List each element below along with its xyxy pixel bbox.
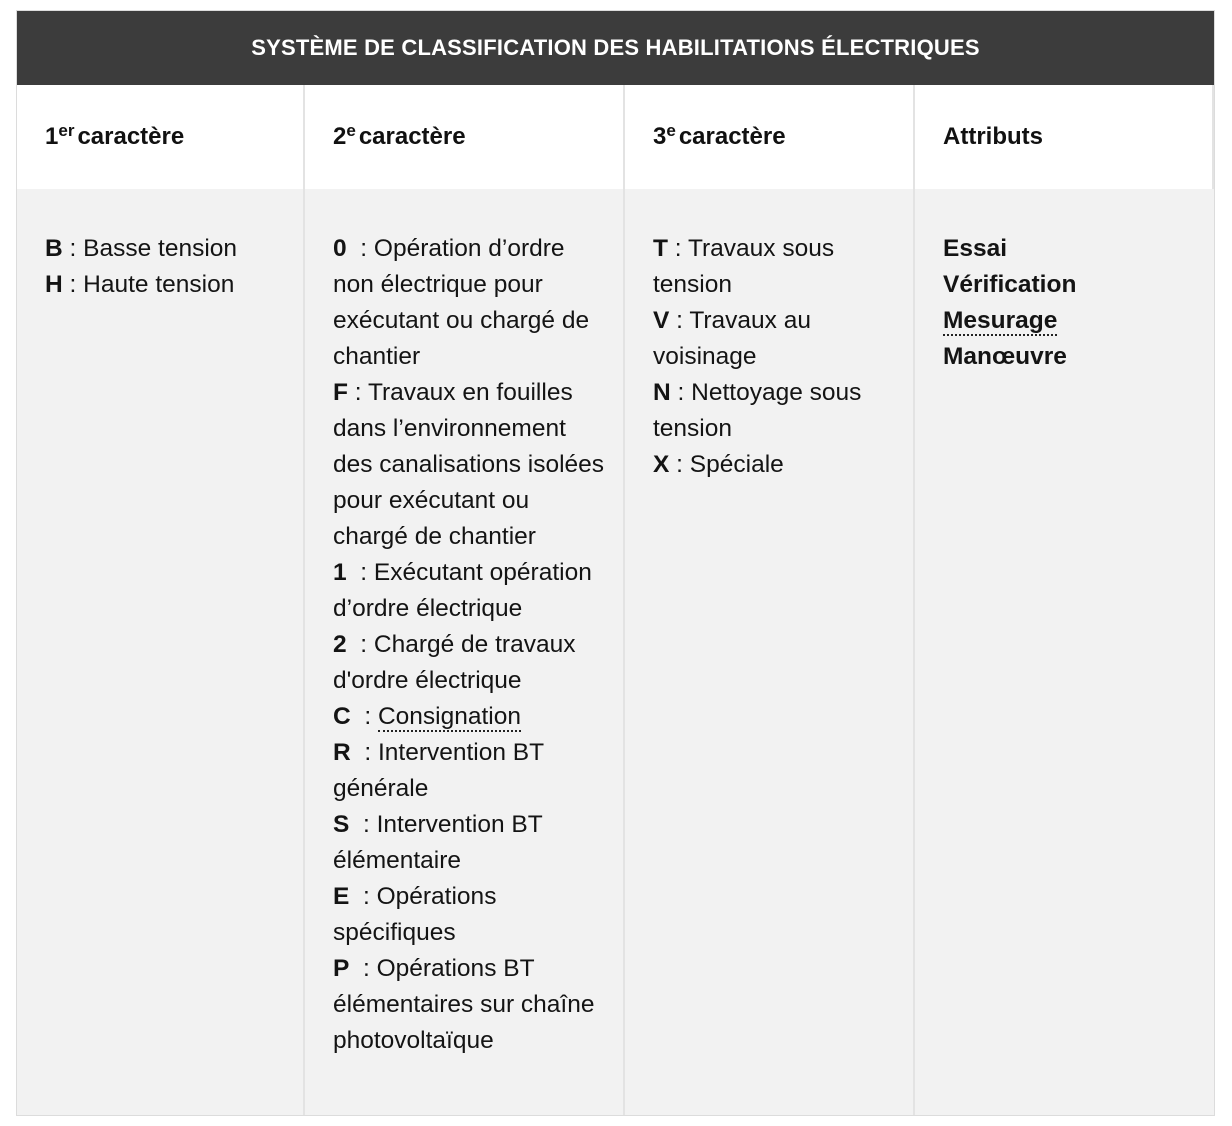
attribute-mesurage <box>943 303 1200 339</box>
cell-first-character <box>17 189 305 1115</box>
list-item <box>45 267 289 303</box>
code-description: Spéciale <box>689 451 784 478</box>
header-label: caractère <box>678 123 786 150</box>
header-label: Attributs <box>943 123 1043 150</box>
list-item <box>333 951 609 1059</box>
code-separator: : <box>354 379 362 406</box>
code-separator: : <box>360 559 368 586</box>
code-separator: : <box>676 307 683 334</box>
code-letter: S <box>333 811 350 838</box>
code-separator: : <box>677 379 685 406</box>
list-item <box>653 231 899 303</box>
header-second-character <box>305 85 625 189</box>
header-num: 2 <box>333 123 347 150</box>
list-item <box>333 879 609 951</box>
attribute-manoeuvre: Manœuvre <box>943 343 1067 370</box>
list-item <box>333 627 609 699</box>
code-letter: P <box>333 955 350 982</box>
code-description: Chargé de travaux d'ordre électrique <box>333 631 576 694</box>
code-letter: 1 <box>333 559 347 586</box>
code-separator: : <box>69 235 77 262</box>
list-item <box>333 807 609 879</box>
code-description: Intervention BT générale <box>333 739 544 802</box>
list-item <box>333 231 609 375</box>
code-letter: R <box>333 739 351 766</box>
code-letter: V <box>653 307 670 334</box>
code-letter: 2 <box>333 631 347 658</box>
list-item <box>653 447 899 483</box>
header-attributes <box>915 85 1214 189</box>
consignation-link[interactable]: Consignation <box>377 703 521 730</box>
header-sup: e <box>346 121 356 140</box>
code-letter: E <box>333 883 350 910</box>
header-label: caractère <box>77 123 185 150</box>
list-item <box>45 231 289 267</box>
code-description: Travaux au voisinage <box>653 307 811 370</box>
classification-table <box>16 10 1215 1116</box>
attribute-verification: Vérification <box>943 271 1077 298</box>
code-separator: : <box>360 631 368 658</box>
list-item <box>333 735 609 807</box>
table-grid <box>17 85 1214 1115</box>
code-separator: : <box>676 451 683 478</box>
code-separator: : <box>69 271 77 298</box>
code-description: Basse tension <box>83 235 238 262</box>
code-separator: : <box>360 235 368 262</box>
header-sup: er <box>58 121 75 140</box>
code-separator: : <box>364 739 372 766</box>
code-separator: : <box>364 703 372 730</box>
cell-second-character <box>305 189 625 1115</box>
code-description: Intervention BT élémentaire <box>333 811 543 874</box>
code-separator: : <box>674 235 682 262</box>
list-item <box>333 699 609 735</box>
code-separator: : <box>362 883 370 910</box>
list-item <box>653 303 899 375</box>
table-title: SYSTÈME DE CLASSIFICATION DES HABILITATIONS ÉLECTRIQUES <box>17 11 1214 85</box>
cell-third-character <box>625 189 915 1115</box>
header-first-character <box>17 85 305 189</box>
code-separator: : <box>362 955 370 982</box>
code-description: Nettoyage sous tension <box>653 379 862 442</box>
code-description: Haute tension <box>83 271 235 298</box>
list-item <box>653 375 899 447</box>
code-letter: B <box>45 235 63 262</box>
cell-attributes <box>915 189 1214 1115</box>
code-letter: F <box>333 379 348 406</box>
list-item <box>333 555 609 627</box>
code-separator: : <box>362 811 370 838</box>
code-description: Opérations BT élémentaires sur chaîne photovoltaïque <box>333 955 595 1054</box>
attribute-essai: Essai <box>943 235 1008 262</box>
header-num: 1 <box>45 123 59 150</box>
code-description: Opération d’ordre non électrique pour exécutant ou chargé de chantier <box>333 235 590 370</box>
header-sup: e <box>666 121 676 140</box>
code-description: Exécutant opération d’ordre électrique <box>333 559 592 622</box>
mesurage-link[interactable]: Mesurage <box>943 307 1058 334</box>
code-description: Travaux sous tension <box>653 235 835 298</box>
code-description: Travaux en fouilles dans l’environnement des canalisations isolées pour exécutant ou chargé de chantier <box>333 379 605 550</box>
code-letter: H <box>45 271 63 298</box>
code-letter: T <box>653 235 668 262</box>
code-letter: C <box>333 703 351 730</box>
code-letter: N <box>653 379 671 406</box>
header-num: 3 <box>653 123 667 150</box>
header-label: caractère <box>358 123 466 150</box>
code-description: Opérations spécifiques <box>333 883 497 946</box>
header-third-character <box>625 85 915 189</box>
list-item <box>333 375 609 555</box>
code-letter: X <box>653 451 670 478</box>
code-letter: 0 <box>333 235 347 262</box>
